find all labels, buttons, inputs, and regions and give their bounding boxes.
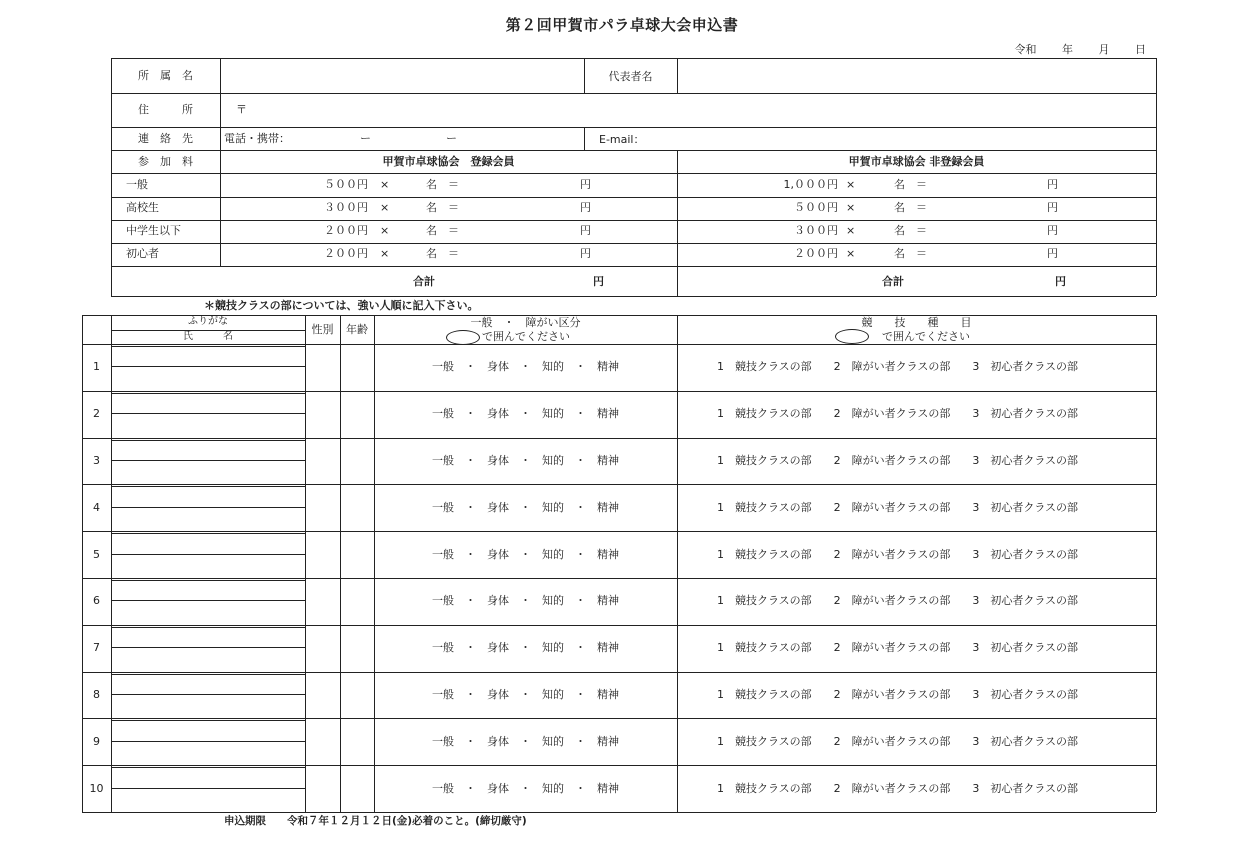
- fee-times: ×: [380, 224, 390, 237]
- name-line: [111, 366, 305, 367]
- furigana-label: ふりがな: [188, 316, 228, 327]
- furigana-line: [111, 580, 305, 581]
- circle-oval-icon: [446, 330, 480, 345]
- ranking-note: ＊競技クラスの部については、強い人順に記入下さい。: [204, 299, 479, 312]
- row-border: [82, 484, 1156, 485]
- furigana-line: [111, 346, 305, 347]
- event-options: 1 競技クラスの部 2 障がい者クラスの部 3 初心者クラスの部: [717, 547, 1079, 561]
- fee-times: ×: [380, 201, 390, 214]
- fee-yen: 円: [1047, 247, 1058, 260]
- classification-label: 一般 ・ 障がい区分: [470, 316, 581, 329]
- fee-times: ×: [846, 201, 856, 214]
- fee-amount-unregistered: ５００円: [794, 201, 838, 214]
- fee-amount-registered: ３００円: [324, 201, 368, 214]
- row-border: [82, 531, 1156, 532]
- name-line: [111, 460, 305, 461]
- fee-equals: ＝: [448, 224, 459, 237]
- fee-amount-registered: ２００円: [324, 247, 368, 260]
- row-number: 8: [93, 688, 100, 701]
- fee-label: 参 加 料: [138, 155, 193, 168]
- classification-options: 一般 ・ 身体 ・ 知的 ・ 精神: [432, 594, 619, 608]
- event-options: 1 競技クラスの部 2 障がい者クラスの部 3 初心者クラスの部: [717, 594, 1079, 608]
- affiliation-label: 所 属 名: [138, 69, 193, 82]
- name-line: [111, 694, 305, 695]
- classification-note: で囲んでください: [482, 330, 570, 343]
- phone-label: 電話・携帯：: [224, 132, 290, 145]
- total-yen-registered: 円: [593, 275, 604, 288]
- gender-label: 性別: [311, 323, 334, 336]
- fee-yen: 円: [580, 201, 591, 214]
- address-label: 住 所: [138, 103, 193, 116]
- event-options: 1 競技クラスの部 2 障がい者クラスの部 3 初心者クラスの部: [717, 688, 1079, 701]
- classification-options: 一般 ・ 身体 ・ 知的 ・ 精神: [432, 547, 619, 561]
- fee-yen: 円: [580, 178, 591, 191]
- total-label-registered: 合計: [413, 275, 435, 288]
- fee-yen: 円: [1047, 178, 1058, 191]
- furigana-line: [111, 720, 305, 721]
- row-border: [82, 391, 1156, 392]
- classification-options: 一般 ・ 身体 ・ 知的 ・ 精神: [432, 734, 619, 748]
- event-options: 1 競技クラスの部 2 障がい者クラスの部 3 初心者クラスの部: [717, 781, 1079, 795]
- fee-equals: ＝: [916, 201, 927, 214]
- phone-dash-2: ー: [446, 132, 457, 145]
- row-border: [82, 812, 1156, 813]
- deadline-note: 申込期限 令和７年１２月１２日(金)必着のこと。(締切厳守): [224, 815, 527, 827]
- name-label: 氏 名: [183, 331, 233, 342]
- fee-yen: 円: [1047, 201, 1058, 214]
- fee-equals: ＝: [448, 247, 459, 260]
- fee-equals: ＝: [916, 178, 927, 191]
- fee-amount-registered: ５００円: [324, 178, 368, 191]
- event-options: 1 競技クラスの部 2 障がい者クラスの部 3 初心者クラスの部: [717, 734, 1079, 748]
- row-border: [82, 718, 1156, 719]
- registered-header: 甲賀市卓球協会 登録会員: [382, 155, 515, 168]
- fee-persons: 名: [894, 247, 905, 260]
- classification-options: 一般 ・ 身体 ・ 知的 ・ 精神: [432, 500, 619, 514]
- name-line: [111, 413, 305, 414]
- total-label-unregistered: 合計: [882, 275, 904, 288]
- total-yen-unregistered: 円: [1055, 275, 1066, 288]
- fee-persons: 名: [426, 178, 437, 191]
- fee-category: 初心者: [126, 247, 159, 260]
- furigana-line: [111, 674, 305, 675]
- fee-times: ×: [380, 178, 390, 191]
- row-number: 4: [93, 500, 100, 514]
- fee-equals: ＝: [916, 247, 927, 260]
- fee-yen: 円: [580, 224, 591, 237]
- furigana-line: [111, 767, 305, 768]
- fee-amount-unregistered: ２００円: [794, 247, 838, 260]
- classification-options: 一般 ・ 身体 ・ 知的 ・ 精神: [432, 688, 619, 701]
- fee-equals: ＝: [448, 178, 459, 191]
- fee-amount-unregistered: ３００円: [794, 224, 838, 237]
- furigana-line: [111, 440, 305, 441]
- contact-label: 連 絡 先: [138, 132, 193, 145]
- fee-persons: 名: [894, 178, 905, 191]
- row-number: 3: [93, 454, 100, 467]
- row-border: [82, 672, 1156, 673]
- fee-equals: ＝: [916, 224, 927, 237]
- row-border: [82, 438, 1156, 439]
- row-border: [82, 578, 1156, 579]
- event-options: 1 競技クラスの部 2 障がい者クラスの部 3 初心者クラスの部: [717, 641, 1079, 655]
- row-number: 9: [93, 734, 100, 748]
- fee-yen: 円: [580, 247, 591, 260]
- fee-persons: 名: [426, 247, 437, 260]
- email-label: E-mail：: [599, 133, 645, 146]
- fee-times: ×: [846, 224, 856, 237]
- row-number: 7: [93, 641, 100, 655]
- row-number: 6: [93, 594, 100, 608]
- name-line: [111, 647, 305, 648]
- unregistered-header: 甲賀市卓球協会 非登録会員: [848, 155, 985, 168]
- fee-persons: 名: [894, 224, 905, 237]
- name-line: [111, 554, 305, 555]
- row-number: 10: [89, 781, 104, 795]
- fee-category: 一般: [126, 178, 148, 191]
- classification-options: 一般 ・ 身体 ・ 知的 ・ 精神: [432, 781, 619, 795]
- date-line: 令和 年 月 日: [1014, 43, 1146, 56]
- name-line: [111, 741, 305, 742]
- name-line: [111, 600, 305, 601]
- fee-amount-registered: ２００円: [324, 224, 368, 237]
- fee-times: ×: [846, 178, 856, 191]
- fee-equals: ＝: [448, 201, 459, 214]
- fee-yen: 円: [1047, 224, 1058, 237]
- postal-mark: 〒: [236, 103, 247, 116]
- furigana-line: [111, 486, 305, 487]
- circle-oval-icon: [835, 329, 869, 344]
- fee-category: 中学生以下: [126, 224, 181, 237]
- page-title: 第２回甲賀市パラ卓球大会申込書: [505, 16, 739, 34]
- furigana-line: [111, 533, 305, 534]
- row-number: 1: [93, 360, 100, 374]
- row-border: [82, 625, 1156, 626]
- event-options: 1 競技クラスの部 2 障がい者クラスの部 3 初心者クラスの部: [717, 500, 1079, 514]
- event-options: 1 競技クラスの部 2 障がい者クラスの部 3 初心者クラスの部: [717, 407, 1079, 421]
- fee-times: ×: [380, 247, 390, 260]
- age-label: 年齢: [346, 323, 368, 336]
- representative-label: 代表者名: [608, 70, 653, 83]
- fee-persons: 名: [426, 201, 437, 214]
- phone-dash-1: ー: [360, 132, 371, 145]
- event-options: 1 競技クラスの部 2 障がい者クラスの部 3 初心者クラスの部: [717, 454, 1079, 467]
- name-line: [111, 788, 305, 789]
- fee-category: 高校生: [126, 201, 159, 214]
- furigana-line: [111, 627, 305, 628]
- classification-options: 一般 ・ 身体 ・ 知的 ・ 精神: [432, 641, 619, 655]
- fee-persons: 名: [894, 201, 905, 214]
- name-line: [111, 507, 305, 508]
- event-label: 競 技 種 目: [861, 316, 972, 329]
- classification-options: 一般 ・ 身体 ・ 知的 ・ 精神: [432, 454, 619, 467]
- row-number: 2: [93, 407, 100, 421]
- row-number: 5: [93, 547, 100, 561]
- fee-persons: 名: [426, 224, 437, 237]
- classification-options: 一般 ・ 身体 ・ 知的 ・ 精神: [432, 407, 619, 421]
- event-note: で囲んでください: [882, 330, 970, 343]
- event-options: 1 競技クラスの部 2 障がい者クラスの部 3 初心者クラスの部: [717, 360, 1079, 374]
- row-border: [82, 765, 1156, 766]
- furigana-line: [111, 393, 305, 394]
- fee-times: ×: [846, 247, 856, 260]
- classification-options: 一般 ・ 身体 ・ 知的 ・ 精神: [432, 360, 619, 374]
- fee-amount-unregistered: 1,０００円: [783, 178, 838, 191]
